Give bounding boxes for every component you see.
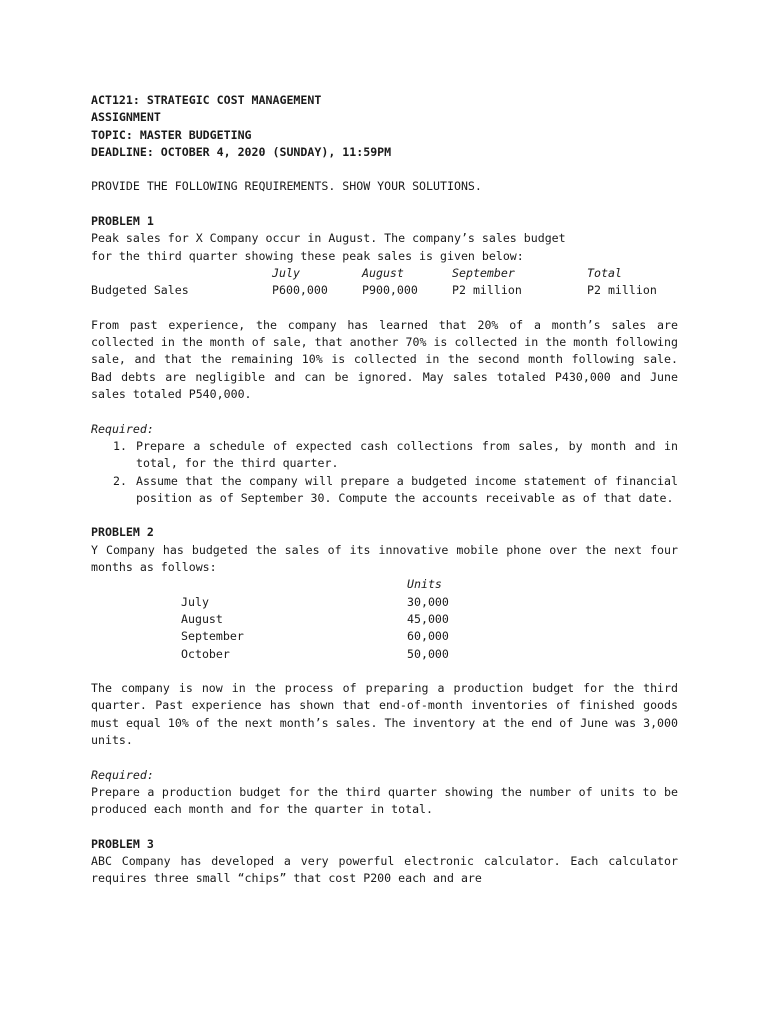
problem1-title: PROBLEM 1 bbox=[91, 214, 154, 229]
course-title: ACT121: STRATEGIC COST MANAGEMENT bbox=[91, 93, 322, 107]
header-september: September bbox=[452, 265, 515, 280]
header-total: Total bbox=[587, 265, 622, 280]
problem1-paragraph: From past experience, the company has learned that 20% of a month’s sales are collected in the month of sale, that another 70% is collected in the month following sale, and that the remaining 10% is collected in the second month following sale. Bad debts are negligible and can be ignored. May sales totaled P430,000 and June sales totaled P540,000. bbox=[91, 317, 678, 402]
units-header: Units bbox=[407, 577, 442, 592]
list-item: 1. Prepare a schedule of expected cash collections from sales, by month and in total, for the third quarter. bbox=[113, 438, 678, 471]
header-august: August bbox=[362, 265, 404, 280]
problem2-intro: Y Company has budgeted the sales of its innovative mobile phone over the next four months as follows: bbox=[91, 542, 678, 575]
document-content bbox=[91, 92, 678, 888]
problem1-intro-line2: for the third quarter showing these peak sales is given below: bbox=[91, 248, 524, 263]
sales-table-row bbox=[91, 282, 678, 299]
document-kind: ASSIGNMENT bbox=[91, 110, 161, 125]
list-item: 2. Assume that the company will prepare a budgeted income statement of financial position as of September 30. Compute the accounts receivable as of that date. bbox=[113, 473, 678, 505]
instructions: PROVIDE THE FOLLOWING REQUIREMENTS. SHOW YOUR SOLUTIONS. bbox=[91, 179, 482, 194]
problem2-required-label: Required: bbox=[91, 767, 154, 782]
header-july: July bbox=[272, 265, 300, 280]
value-total: P2 million bbox=[587, 283, 657, 298]
problem1-requirements bbox=[91, 438, 678, 507]
sales-table-header bbox=[91, 265, 678, 282]
problem1-intro-line1: Peak sales for X Company occur in August. The company’s sales budget bbox=[91, 231, 566, 246]
value-july: P600,000 bbox=[272, 283, 328, 298]
row-label: Budgeted Sales bbox=[91, 283, 189, 298]
deadline-line: DEADLINE: OCTOBER 4, 2020 (SUNDAY), 11:59PM bbox=[91, 144, 392, 159]
value-september: P2 million bbox=[452, 283, 522, 298]
problem2-title: PROBLEM 2 bbox=[91, 525, 154, 540]
table-row: October 50,000 bbox=[181, 646, 449, 661]
units-header-row bbox=[91, 576, 678, 593]
table-row: August 45,000 bbox=[181, 611, 449, 626]
table-row: July 30,000 bbox=[181, 594, 449, 609]
table-row: September 60,000 bbox=[181, 629, 449, 644]
problem2-paragraph: The company is now in the process of preparing a production budget for the third quarter. Past experience has shown that end-of-month inventories of finished goods must equal 10% of the next month’s sales. The inventory at the end of June was 3,000 units. bbox=[91, 681, 678, 747]
problem3-text: ABC Company has developed a very powerful electronic calculator. Each calculator requires three small “chips” that cost P200 each and are bbox=[91, 854, 678, 886]
topic-line: TOPIC: MASTER BUDGETING bbox=[91, 127, 252, 142]
value-august: P900,000 bbox=[362, 283, 418, 298]
problem2-required-text: Prepare a production budget for the third quarter showing the number of units to be produced each month and for the quarter in total. bbox=[91, 784, 678, 817]
problem3-title: PROBLEM 3 bbox=[91, 836, 154, 851]
problem1-required-label: Required: bbox=[91, 421, 154, 436]
